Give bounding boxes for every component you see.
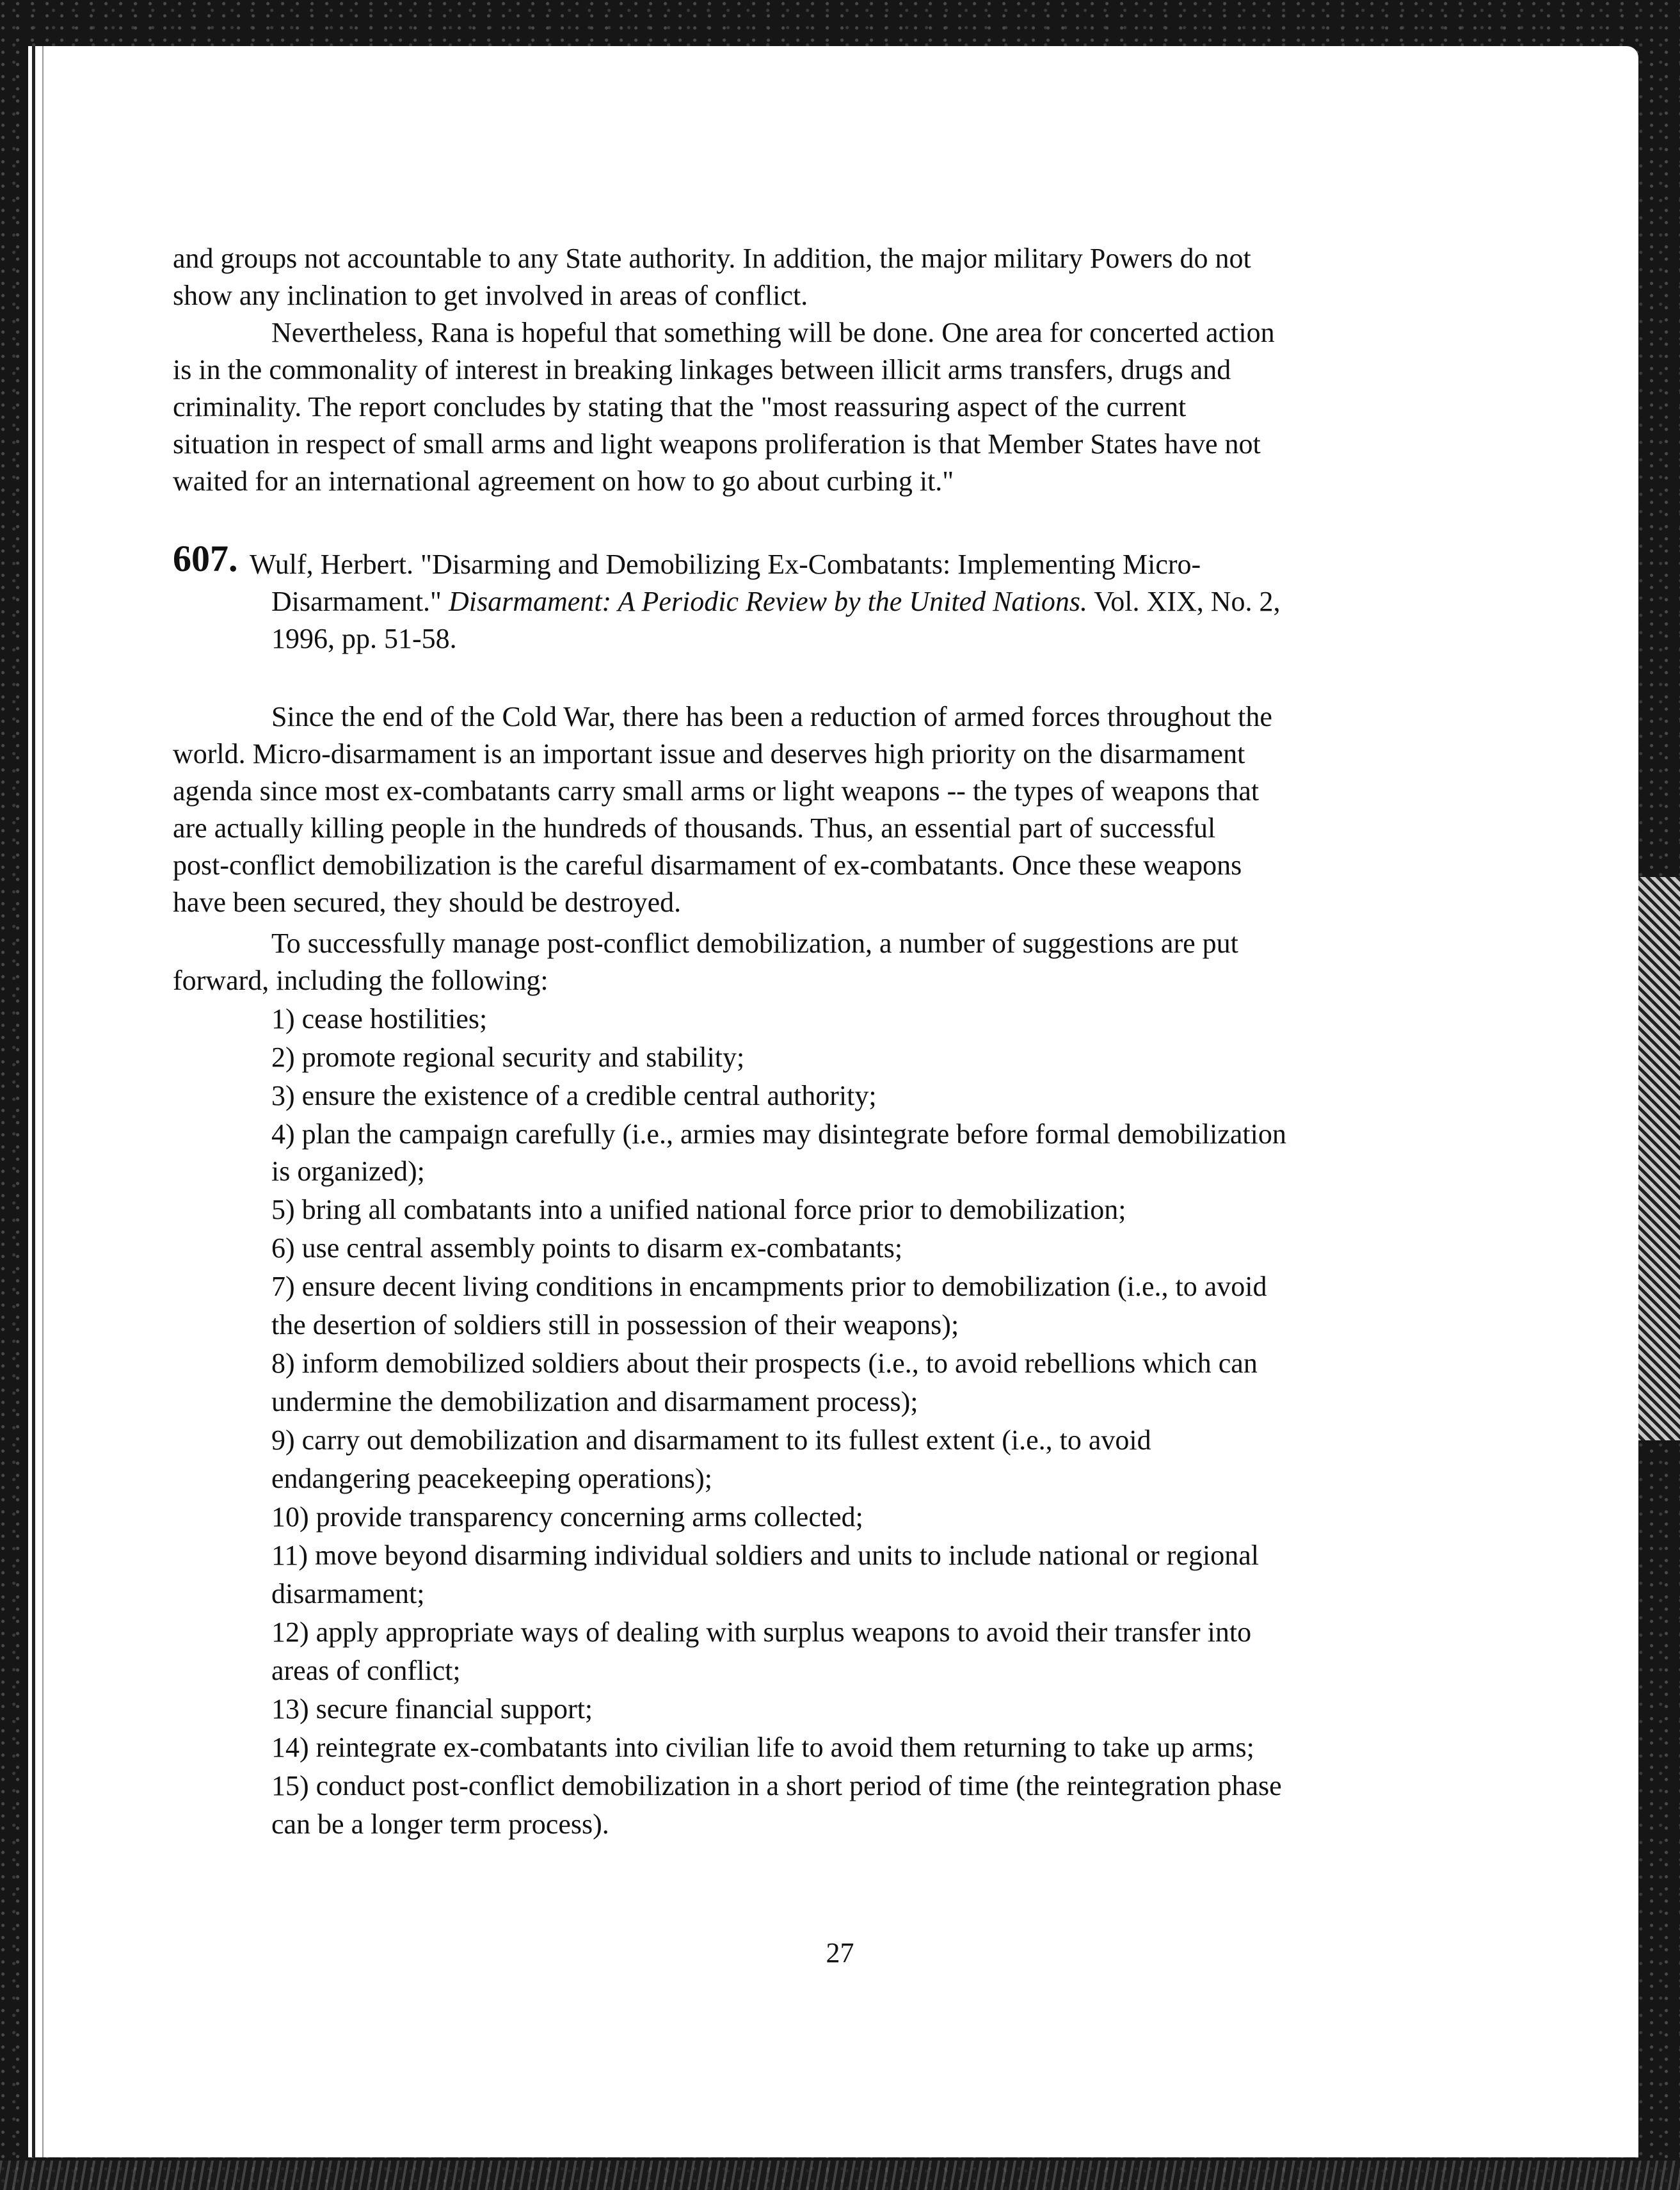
suggestions-intro-line: To successfully manage post-conflict demobilization, a number of suggestions are put <box>271 928 1238 959</box>
summary-line: agenda since most ex-combatants carry small arms or light weapons -- the types of weapons that <box>173 775 1260 807</box>
suggestion-line: the desertion of soldiers still in possession of their weapons); <box>271 1309 959 1341</box>
suggestion-line: undermine the demobilization and disarmament process); <box>271 1386 918 1417</box>
suggestion-line: 3) ensure the existence of a credible central authority; <box>271 1080 877 1111</box>
suggestion-line: 14) reintegrate ex-combatants into civilian life to avoid them returning to take up arms; <box>271 1732 1254 1763</box>
second-paragraph-line: Nevertheless, Rana is hopeful that something will be done. One area for concerted action <box>271 317 1275 348</box>
citation-title-end: Disarmament." <box>271 586 449 617</box>
binding-edge-thin <box>42 46 44 2157</box>
second-paragraph-line: is in the commonality of interest in breaking linkages between illicit arms transfers, drugs and <box>173 354 1231 385</box>
suggestion-line: 5) bring all combatants into a unified national force prior to demobilization; <box>271 1194 1126 1225</box>
suggestion-line: can be a longer term process). <box>271 1808 609 1840</box>
suggestion-line: 7) ensure decent living conditions in encampments prior to demobilization (i.e., to avoid <box>271 1271 1267 1302</box>
entry-number: 607. <box>173 538 238 579</box>
summary-line: Since the end of the Cold War, there has been a reduction of armed forces throughout the <box>271 701 1272 732</box>
suggestion-line: 13) secure financial support; <box>271 1693 593 1725</box>
suggestion-line: 12) apply appropriate ways of dealing with surplus weapons to avoid their transfer into <box>271 1616 1252 1648</box>
top-paragraph-line: and groups not accountable to any State authority. In addition, the major military Powers do not <box>173 243 1251 274</box>
top-paragraph-line: show any inclination to get involved in areas of conflict. <box>173 280 808 311</box>
summary-line: have been secured, they should be destroyed. <box>173 887 682 918</box>
second-paragraph-line: situation in respect of small arms and light weapons proliferation is that Member States have not <box>173 428 1261 460</box>
suggestion-line: 15) conduct post-conflict demobilization in a short period of time (the reintegration phase <box>271 1770 1282 1801</box>
second-paragraph-line: criminality. The report concludes by stating that the "most reassuring aspect of the current <box>173 391 1187 423</box>
suggestion-line: 11) move beyond disarming individual soldiers and units to include national or regional <box>271 1540 1259 1571</box>
summary-line: post-conflict demobilization is the careful disarmament of ex-combatants. Once these weapons <box>173 849 1242 881</box>
suggestion-line: 4) plan the campaign carefully (i.e., armies may disintegrate before formal demobilization <box>271 1118 1286 1150</box>
entry-citation-line: 1996, pp. 51-58. <box>271 623 457 654</box>
second-paragraph-line: waited for an international agreement on how to go about curbing it." <box>173 465 954 497</box>
suggestion-line: 10) provide transparency concerning arms collected; <box>271 1501 863 1533</box>
entry-citation-line: Wulf, Herbert. "Disarming and Demobilizing Ex-Combatants: Implementing Micro- <box>250 549 1201 580</box>
suggestion-line: 9) carry out demobilization and disarmament to its fullest extent (i.e., to avoid <box>271 1424 1151 1456</box>
suggestion-line: is organized); <box>271 1155 425 1187</box>
suggestion-line: 8) inform demobilized soldiers about their prospects (i.e., to avoid rebellions which can <box>271 1348 1258 1379</box>
suggestions-intro-line: forward, including the following: <box>173 965 548 996</box>
suggestion-line: 2) promote regional security and stability; <box>271 1042 745 1073</box>
scan-noise-bottom <box>0 2161 1680 2190</box>
suggestion-line: 1) cease hostilities; <box>271 1003 488 1035</box>
suggestion-line: areas of conflict; <box>271 1655 461 1686</box>
suggestion-line: disarmament; <box>271 1578 425 1609</box>
citation-volume: Vol. XIX, No. 2, <box>1087 586 1281 617</box>
page-number: 27 <box>826 1937 854 1969</box>
journal-title: Disarmament: A Periodic Review by the United Nations. <box>449 586 1087 617</box>
summary-line: are actually killing people in the hundreds of thousands. Thus, an essential part of successful <box>173 812 1216 844</box>
binding-edge <box>32 46 35 2157</box>
summary-line: world. Micro-disarmament is an important issue and deserves high priority on the disarmament <box>173 738 1245 769</box>
suggestion-line: 6) use central assembly points to disarm ex-combatants; <box>271 1232 903 1264</box>
entry-citation-line <box>271 583 1281 620</box>
suggestion-line: endangering peacekeeping operations); <box>271 1463 713 1494</box>
